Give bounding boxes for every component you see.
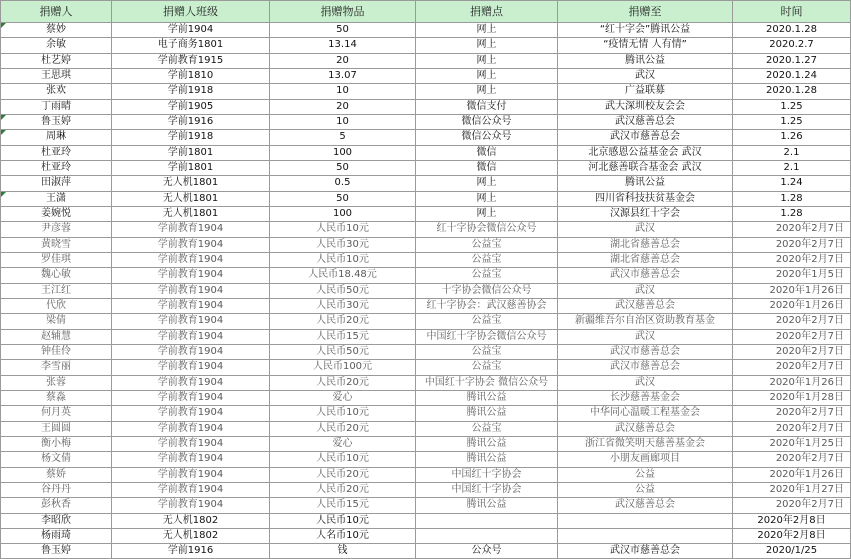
- table-row: [1, 268, 851, 283]
- cell-donor[interactable]: 王圆圆: [1, 421, 112, 436]
- cell-item[interactable]: 10: [270, 84, 416, 99]
- table-row: [1, 421, 851, 436]
- cell-class[interactable]: 学前1810: [112, 68, 270, 83]
- table-row: [1, 482, 851, 497]
- cell-class[interactable]: 学前1905: [112, 99, 270, 114]
- cell-recipient[interactable]: 武汉: [558, 283, 733, 298]
- cell-time[interactable]: 2020年2月7日: [733, 421, 851, 436]
- cell-time[interactable]: 1.24: [733, 176, 851, 191]
- cell-donor[interactable]: 杨雨琦: [1, 528, 112, 543]
- cell-class[interactable]: 学前教育1904: [112, 406, 270, 421]
- cell-recipient[interactable]: 湖北省慈善总会: [558, 252, 733, 267]
- cell-point[interactable]: [416, 513, 558, 528]
- header-row: [1, 1, 851, 23]
- cell-point[interactable]: 网上: [416, 38, 558, 53]
- cell-point[interactable]: 微信公众号: [416, 130, 558, 145]
- cell-item[interactable]: 人民币20元: [270, 421, 416, 436]
- cell-class[interactable]: 学前1918: [112, 84, 270, 99]
- cell-point[interactable]: 中国红十字协会: [416, 467, 558, 482]
- cell-time[interactable]: 1.25: [733, 114, 851, 129]
- cell-donor[interactable]: 杜艺婷: [1, 53, 112, 68]
- cell-point[interactable]: 微信支付: [416, 99, 558, 114]
- cell-class[interactable]: 学前教育1904: [112, 344, 270, 359]
- table-row: [1, 206, 851, 221]
- cell-time[interactable]: 2020年1月25日: [733, 436, 851, 451]
- cell-recipient[interactable]: 浙江省微笑明天慈善基金会: [558, 436, 733, 451]
- table-row: [1, 344, 851, 359]
- table-row: [1, 498, 851, 513]
- cell-donor[interactable]: 王江红: [1, 283, 112, 298]
- table-row: [1, 375, 851, 390]
- cell-class[interactable]: 学前教育1904: [112, 467, 270, 482]
- table-row: [1, 222, 851, 237]
- cell-point[interactable]: 公益宝: [416, 252, 558, 267]
- table-row: [1, 298, 851, 313]
- cell-donor[interactable]: 姜婉悦: [1, 206, 112, 221]
- cell-item[interactable]: 20: [270, 53, 416, 68]
- table-row: [1, 237, 851, 252]
- cell-time[interactable]: 2020年1月5日: [733, 268, 851, 283]
- cell-class[interactable]: 无人机1802: [112, 528, 270, 543]
- cell-recipient[interactable]: 中华同心温暖工程基金会: [558, 406, 733, 421]
- cell-donor[interactable]: 代欣: [1, 298, 112, 313]
- table-row: [1, 283, 851, 298]
- cell-item[interactable]: 人名币10元: [270, 528, 416, 543]
- cell-time[interactable]: 2020.2.7: [733, 38, 851, 53]
- cell-item[interactable]: 人民币20元: [270, 314, 416, 329]
- cell-class[interactable]: 学前教育1904: [112, 268, 270, 283]
- cell-item[interactable]: 人民币10元: [270, 252, 416, 267]
- cell-recipient[interactable]: 小朋友画廊项目: [558, 452, 733, 467]
- cell-time[interactable]: 2020.1.28: [733, 84, 851, 99]
- table-row: [1, 68, 851, 83]
- cell-item[interactable]: 人民币50元: [270, 283, 416, 298]
- table-row: [1, 38, 851, 53]
- cell-point[interactable]: 公益宝: [416, 360, 558, 375]
- cell-time[interactable]: 2020.1.24: [733, 68, 851, 83]
- cell-class[interactable]: 学前教育1904: [112, 452, 270, 467]
- cell-recipient[interactable]: 公益: [558, 482, 733, 497]
- header-cell-time[interactable]: 时间: [733, 1, 851, 23]
- cell-donor[interactable]: 张欢: [1, 84, 112, 99]
- cell-donor[interactable]: 赵辅慧: [1, 329, 112, 344]
- cell-recipient[interactable]: [558, 528, 733, 543]
- cell-class[interactable]: 学前1916: [112, 114, 270, 129]
- cell-recipient[interactable]: 武汉市慈善总会: [558, 268, 733, 283]
- cell-item[interactable]: 爱心: [270, 390, 416, 405]
- cell-item[interactable]: 人民币20元: [270, 467, 416, 482]
- cell-item[interactable]: 钱: [270, 544, 416, 559]
- cell-time[interactable]: 2020年2月7日: [733, 237, 851, 252]
- table-row: [1, 84, 851, 99]
- cell-point[interactable]: 十字协会微信公众号: [416, 283, 558, 298]
- cell-donor[interactable]: 黄晓雪: [1, 237, 112, 252]
- cell-item[interactable]: 13.07: [270, 68, 416, 83]
- cell-recipient[interactable]: 武汉慈善总会: [558, 498, 733, 513]
- cell-recipient[interactable]: 腾讯公益: [558, 176, 733, 191]
- table-row: [1, 467, 851, 482]
- cell-point[interactable]: [416, 528, 558, 543]
- cell-point[interactable]: 红十字协会：武汉慈善协会: [416, 298, 558, 313]
- cell-recipient[interactable]: 武汉市慈善总会: [558, 544, 733, 559]
- cell-item[interactable]: 人民币30元: [270, 237, 416, 252]
- cell-class[interactable]: 学前1801: [112, 145, 270, 160]
- cell-point[interactable]: 腾讯公益: [416, 452, 558, 467]
- cell-time[interactable]: 1.26: [733, 130, 851, 145]
- cell-time[interactable]: 2020.1.27: [733, 53, 851, 68]
- cell-point[interactable]: 公益宝: [416, 268, 558, 283]
- cell-point[interactable]: 网上: [416, 84, 558, 99]
- header-cell-item[interactable]: 捐赠物品: [270, 1, 416, 23]
- cell-donor[interactable]: 钟佳伶: [1, 344, 112, 359]
- cell-class[interactable]: 学前1904: [112, 23, 270, 38]
- cell-item[interactable]: 20: [270, 99, 416, 114]
- cell-donor[interactable]: 周琳: [1, 130, 112, 145]
- cell-item[interactable]: 人民币15元: [270, 329, 416, 344]
- table-row: [1, 436, 851, 451]
- cell-point[interactable]: 网上: [416, 53, 558, 68]
- cell-item[interactable]: 人民币15元: [270, 498, 416, 513]
- cell-class[interactable]: 电子商务1801: [112, 38, 270, 53]
- cell-time[interactable]: 1.25: [733, 99, 851, 114]
- cell-recipient[interactable]: 广益联募: [558, 84, 733, 99]
- table-row: [1, 53, 851, 68]
- cell-class[interactable]: 无人机1801: [112, 176, 270, 191]
- cell-point[interactable]: 公众号: [416, 544, 558, 559]
- cell-point[interactable]: 腾讯公益: [416, 436, 558, 451]
- header-cell-recipient[interactable]: 捐赠至: [558, 1, 733, 23]
- cell-time[interactable]: 2020年1月26日: [733, 375, 851, 390]
- cell-point[interactable]: 微信: [416, 145, 558, 160]
- cell-item[interactable]: 50: [270, 23, 416, 38]
- cell-class[interactable]: 无人机1801: [112, 206, 270, 221]
- cell-item[interactable]: 人民币10元: [270, 222, 416, 237]
- table-row: [1, 390, 851, 405]
- cell-class[interactable]: 学前教育1904: [112, 421, 270, 436]
- cell-point[interactable]: 中国红十字协会: [416, 482, 558, 497]
- cell-recipient[interactable]: 武汉: [558, 222, 733, 237]
- cell-item[interactable]: 5: [270, 130, 416, 145]
- cell-time[interactable]: 2.1: [733, 145, 851, 160]
- cell-recipient[interactable]: 武汉市慈善总会: [558, 130, 733, 145]
- cell-point[interactable]: 腾讯公益: [416, 498, 558, 513]
- cell-time[interactable]: 2020年2月7日: [733, 452, 851, 467]
- cell-item[interactable]: 人民币10元: [270, 513, 416, 528]
- cell-time[interactable]: 2020年2月7日: [733, 406, 851, 421]
- cell-recipient[interactable]: 汉源县红十字会: [558, 206, 733, 221]
- cell-time[interactable]: 2020年2月8日: [733, 528, 851, 543]
- cell-donor[interactable]: 鲁玉婷: [1, 114, 112, 129]
- cell-item[interactable]: 爱心: [270, 436, 416, 451]
- cell-donor[interactable]: 魏心敏: [1, 268, 112, 283]
- cell-time[interactable]: 2020年1月26日: [733, 467, 851, 482]
- cell-recipient[interactable]: 河北慈善联合基金会 武汉: [558, 160, 733, 175]
- cell-time[interactable]: 2020年1月28日: [733, 390, 851, 405]
- cell-donor[interactable]: 王潇: [1, 191, 112, 206]
- cell-time[interactable]: 2020年2月7日: [733, 360, 851, 375]
- cell-time[interactable]: 2020年2月7日: [733, 252, 851, 267]
- cell-class[interactable]: 学前教育1904: [112, 436, 270, 451]
- cell-class[interactable]: 学前教育1904: [112, 498, 270, 513]
- cell-item[interactable]: 人民币20元: [270, 375, 416, 390]
- cell-recipient[interactable]: 四川省科技扶贫基金会: [558, 191, 733, 206]
- cell-time[interactable]: 1.28: [733, 206, 851, 221]
- cell-point[interactable]: 中国红十字协会微信公众号: [416, 329, 558, 344]
- cell-recipient[interactable]: 武汉慈善总会: [558, 114, 733, 129]
- cell-recipient[interactable]: 武大深圳校友会会: [558, 99, 733, 114]
- table-row: [1, 130, 851, 145]
- cell-donor[interactable]: 李昭欣: [1, 513, 112, 528]
- table-row: [1, 160, 851, 175]
- cell-donor[interactable]: 蔡娇: [1, 467, 112, 482]
- cell-donor[interactable]: 何月英: [1, 406, 112, 421]
- cell-time[interactable]: 2020.1.28: [733, 23, 851, 38]
- cell-recipient[interactable]: 长沙慈善基金会: [558, 390, 733, 405]
- cell-recipient[interactable]: “疫情无情 人有情”: [558, 38, 733, 53]
- header-cell-donor[interactable]: 捐赠人: [1, 1, 112, 23]
- cell-donor[interactable]: 鲁玉婷: [1, 544, 112, 559]
- cell-item[interactable]: 50: [270, 160, 416, 175]
- cell-class[interactable]: 学前教育1904: [112, 360, 270, 375]
- cell-class[interactable]: 学前教育1904: [112, 390, 270, 405]
- cell-time[interactable]: 2020年1月26日: [733, 298, 851, 313]
- cell-point[interactable]: 微信公众号: [416, 114, 558, 129]
- cell-donor[interactable]: 罗佳琪: [1, 252, 112, 267]
- cell-class[interactable]: 学前教育1904: [112, 314, 270, 329]
- cell-class[interactable]: 学前教育1904: [112, 482, 270, 497]
- cell-point[interactable]: 红十字协会微信公众号: [416, 222, 558, 237]
- cell-donor[interactable]: 蔡妙: [1, 23, 112, 38]
- table-row: [1, 544, 851, 559]
- table-row: [1, 23, 851, 38]
- cell-donor[interactable]: 丁雨晴: [1, 99, 112, 114]
- table-row: [1, 191, 851, 206]
- cell-class[interactable]: 学前1916: [112, 544, 270, 559]
- cell-item[interactable]: 人民币18.48元: [270, 268, 416, 283]
- cell-class[interactable]: 学前教育1904: [112, 252, 270, 267]
- cell-class[interactable]: 学前教育1904: [112, 237, 270, 252]
- cell-point[interactable]: 中国红十字协会 微信公众号: [416, 375, 558, 390]
- cell-class[interactable]: 学前教育1904: [112, 222, 270, 237]
- cell-donor[interactable]: 余敏: [1, 38, 112, 53]
- cell-time[interactable]: 2020/1/25: [733, 544, 851, 559]
- table-row: [1, 513, 851, 528]
- cell-time[interactable]: 2020年2月8日: [733, 513, 851, 528]
- cell-point[interactable]: 公益宝: [416, 421, 558, 436]
- cell-recipient[interactable]: 湖北省慈善总会: [558, 237, 733, 252]
- cell-recipient[interactable]: 公益: [558, 467, 733, 482]
- cell-time[interactable]: 2020年2月7日: [733, 314, 851, 329]
- cell-recipient[interactable]: 武汉慈善总会: [558, 421, 733, 436]
- cell-recipient[interactable]: [558, 513, 733, 528]
- cell-item[interactable]: 人民币50元: [270, 344, 416, 359]
- cell-class[interactable]: 无人机1802: [112, 513, 270, 528]
- cell-class[interactable]: 学前教育1904: [112, 329, 270, 344]
- cell-time[interactable]: 2.1: [733, 160, 851, 175]
- cell-class[interactable]: 学前1918: [112, 130, 270, 145]
- cell-recipient[interactable]: 武汉市慈善总会: [558, 360, 733, 375]
- cell-donor[interactable]: 尹彦蓉: [1, 222, 112, 237]
- cell-item[interactable]: 人民币20元: [270, 482, 416, 497]
- cell-class[interactable]: 学前教育1904: [112, 283, 270, 298]
- cell-time[interactable]: 2020年2月7日: [733, 329, 851, 344]
- header-cell-point[interactable]: 捐赠点: [416, 1, 558, 23]
- cell-donor[interactable]: 蔡淼: [1, 390, 112, 405]
- cell-recipient[interactable]: 北京感恩公益基金会 武汉: [558, 145, 733, 160]
- cell-recipient[interactable]: 新疆维吾尔自治区资助教育基金: [558, 314, 733, 329]
- cell-time[interactable]: 2020年1月26日: [733, 283, 851, 298]
- cell-recipient[interactable]: 武汉慈善总会: [558, 298, 733, 313]
- cell-point[interactable]: 公益宝: [416, 344, 558, 359]
- cell-point[interactable]: 网上: [416, 23, 558, 38]
- table-row: [1, 452, 851, 467]
- cell-item[interactable]: 100: [270, 206, 416, 221]
- table-row: [1, 329, 851, 344]
- table-row: [1, 406, 851, 421]
- cell-point[interactable]: 腾讯公益: [416, 390, 558, 405]
- cell-donor[interactable]: 衡小梅: [1, 436, 112, 451]
- cell-donor[interactable]: 张蓉: [1, 375, 112, 390]
- cell-donor[interactable]: 王思琪: [1, 68, 112, 83]
- cell-recipient[interactable]: “红十字会”腾讯公益: [558, 23, 733, 38]
- cell-donor[interactable]: 杨文倩: [1, 452, 112, 467]
- cell-point[interactable]: 网上: [416, 191, 558, 206]
- cell-donor[interactable]: 李雪丽: [1, 360, 112, 375]
- cell-recipient[interactable]: 武汉: [558, 375, 733, 390]
- cell-donor[interactable]: 杜亚玲: [1, 145, 112, 160]
- table-row: [1, 114, 851, 129]
- cell-time[interactable]: 1.28: [733, 191, 851, 206]
- table-row: [1, 314, 851, 329]
- cell-item[interactable]: 人民币10元: [270, 406, 416, 421]
- cell-item[interactable]: 10: [270, 114, 416, 129]
- cell-item[interactable]: 50: [270, 191, 416, 206]
- cell-item[interactable]: 13.14: [270, 38, 416, 53]
- cell-recipient[interactable]: 武汉: [558, 329, 733, 344]
- cell-point[interactable]: 腾讯公益: [416, 406, 558, 421]
- table-row: [1, 145, 851, 160]
- cell-time[interactable]: 2020年2月7日: [733, 344, 851, 359]
- cell-point[interactable]: 微信: [416, 160, 558, 175]
- cell-time[interactable]: 2020年2月7日: [733, 222, 851, 237]
- cell-point[interactable]: 网上: [416, 68, 558, 83]
- cell-point[interactable]: 网上: [416, 176, 558, 191]
- cell-recipient[interactable]: 腾讯公益: [558, 53, 733, 68]
- cell-item[interactable]: 0.5: [270, 176, 416, 191]
- cell-class[interactable]: 学前1801: [112, 160, 270, 175]
- table-row: [1, 360, 851, 375]
- cell-donor[interactable]: 谷丹丹: [1, 482, 112, 497]
- cell-point[interactable]: 网上: [416, 206, 558, 221]
- table-row: [1, 99, 851, 114]
- cell-donor[interactable]: 梁倩: [1, 314, 112, 329]
- cell-item[interactable]: 人民币100元: [270, 360, 416, 375]
- header-cell-class[interactable]: 捐赠人班级: [112, 1, 270, 23]
- cell-class[interactable]: 学前教育1904: [112, 298, 270, 313]
- cell-time[interactable]: 2020年1月27日: [733, 482, 851, 497]
- cell-class[interactable]: 学前教育1904: [112, 375, 270, 390]
- cell-class[interactable]: 学前教育1915: [112, 53, 270, 68]
- cell-donor[interactable]: 杜亚玲: [1, 160, 112, 175]
- cell-donor[interactable]: 田淑萍: [1, 176, 112, 191]
- cell-recipient[interactable]: 武汉市慈善总会: [558, 344, 733, 359]
- cell-time[interactable]: 2020年2月7日: [733, 498, 851, 513]
- cell-item[interactable]: 人民币10元: [270, 452, 416, 467]
- cell-donor[interactable]: 彭秋香: [1, 498, 112, 513]
- table-row: [1, 528, 851, 543]
- cell-item[interactable]: 人民币30元: [270, 298, 416, 313]
- cell-point[interactable]: 公益宝: [416, 237, 558, 252]
- cell-class[interactable]: 无人机1801: [112, 191, 270, 206]
- cell-item[interactable]: 100: [270, 145, 416, 160]
- cell-recipient[interactable]: 武汉: [558, 68, 733, 83]
- table-row: [1, 176, 851, 191]
- table-row: [1, 252, 851, 267]
- cell-point[interactable]: 公益宝: [416, 314, 558, 329]
